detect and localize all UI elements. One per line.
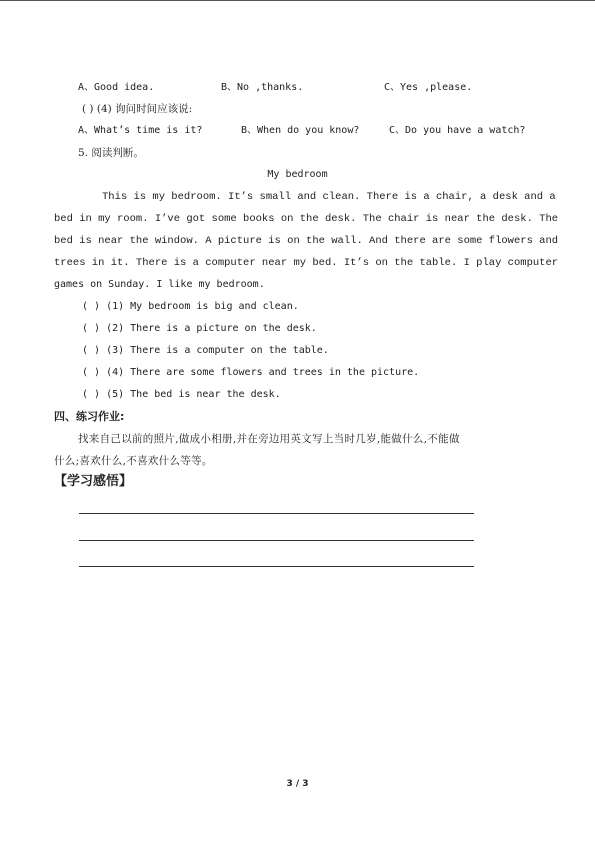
q4-option-a: A、What’s time is it? (78, 125, 203, 136)
judgment-item: ( ) (1) My bedroom is big and clean. (82, 301, 299, 312)
q3-option-a: A、Good idea. (78, 82, 155, 93)
header-rule (0, 0, 595, 1)
reading-line: This is my bedroom. It’s small and clean. There is a chair, a desk and a (102, 191, 556, 203)
answer-line (79, 540, 474, 541)
homework-text-line: 什么;喜欢什么,不喜欢什么等等。 (54, 455, 213, 467)
q3-option-c: C、Yes ,please. (384, 82, 473, 93)
judgment-item: ( ) (2) There is a picture on the desk. (82, 323, 317, 334)
judgment-item: ( ) (3) There is a computer on the table. (82, 345, 329, 356)
q4-option-b: B、When do you know? (241, 125, 360, 136)
q4-prompt: ( ) (4) 询问时间应该说: (82, 103, 193, 115)
homework-text-line: 找来自己以前的照片,做成小相册,并在旁边用英文写上当时几岁,能做什么,不能做 (78, 433, 460, 445)
reading-title: My bedroom (267, 169, 328, 180)
page-number: 3 / 3 (286, 779, 309, 789)
reading-line: trees in it. There is a computer near my bed. It’s on the table. I play computer (54, 257, 559, 269)
reflection-heading: 【学习感悟】 (54, 474, 133, 489)
q3-option-b: B、No ,thanks. (221, 82, 304, 93)
judgment-item: ( ) (4) There are some flowers and trees in the picture. (82, 367, 420, 378)
q4-option-c: C、Do you have a watch? (389, 125, 526, 136)
judgment-item: ( ) (5) The bed is near the desk. (82, 389, 281, 400)
reading-line: bed is near the window. A picture is on the wall. And there are some flowers and (54, 235, 559, 247)
answer-line (79, 566, 474, 567)
reading-line: bed in my room. I’ve got some books on the desk. The chair is near the desk. The (54, 213, 559, 225)
reading-line: games on Sunday. I like my bedroom. (54, 279, 265, 290)
section5-title: 5. 阅读判断。 (78, 147, 144, 159)
answer-line (79, 513, 474, 514)
homework-heading: 四、练习作业: (54, 410, 125, 423)
